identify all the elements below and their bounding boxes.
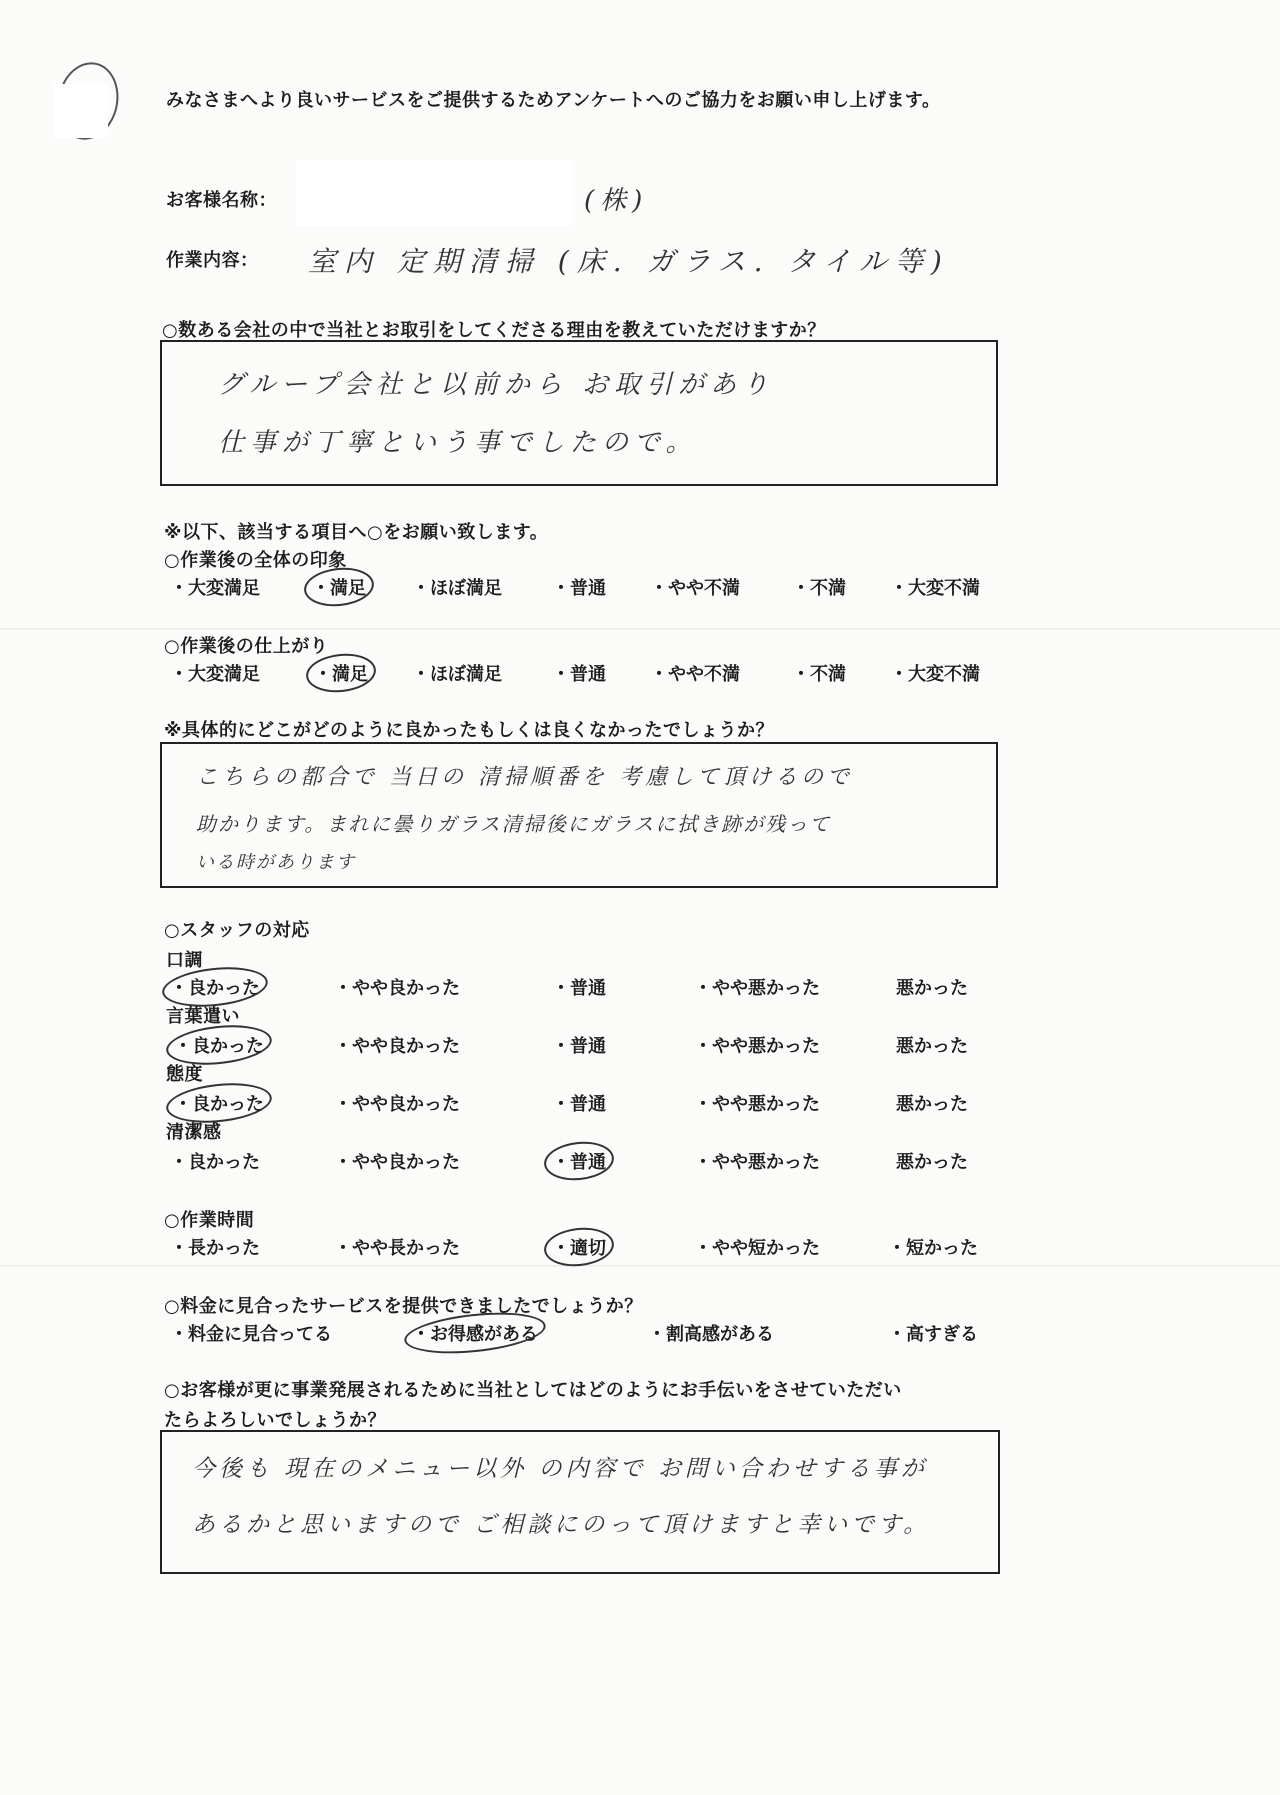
staff-option[interactable]: ・やや悪かった: [694, 1152, 820, 1173]
impression-option-selected[interactable]: ・満足: [312, 574, 366, 600]
paper-fold: [0, 1265, 1280, 1267]
staff-option[interactable]: 悪かった: [896, 1094, 968, 1115]
finish-option-selected[interactable]: ・満足: [314, 660, 368, 686]
time-option[interactable]: ・短かった: [888, 1238, 978, 1259]
price-label: ○料金に見合ったサービスを提供できましたでしょうか？: [164, 1296, 643, 1317]
staff-option-selected[interactable]: ・良かった: [174, 1032, 264, 1058]
paper-fold: [0, 628, 1280, 630]
finish-option[interactable]: ・大変不満: [890, 664, 980, 685]
work-label: 作業内容：: [166, 250, 259, 271]
staff-row-label: 清潔感: [166, 1122, 222, 1143]
intro-text: みなさまへより良いサービスをご提供するためアンケートへのご協力をお願い申し上げます。: [166, 90, 941, 111]
impression-label: ○作業後の全体の印象: [164, 550, 347, 571]
customer-name-redacted: [296, 160, 572, 226]
finish-label: ○作業後の仕上がり: [164, 636, 329, 657]
q3-question: ○お客様が更に事業発展されるために当社としてはどのようにお手伝いをさせていただい: [164, 1380, 902, 1401]
impression-option[interactable]: ・やや不満: [650, 578, 740, 599]
staff-option[interactable]: ・普通: [552, 978, 606, 999]
q3-answer-line: あるかと思いますので ご相談にのって頂けますと幸いです。: [192, 1512, 931, 1538]
price-option-selected[interactable]: ・お得感がある: [412, 1320, 538, 1346]
q3-answer-box: [160, 1430, 1000, 1574]
impression-option[interactable]: ・ほぼ満足: [412, 578, 502, 599]
price-option[interactable]: ・料金に見合ってる: [170, 1324, 332, 1345]
staff-option[interactable]: ・やや良かった: [334, 1152, 460, 1173]
q2-answer-line: こちらの都合で 当日の 清掃順番を 考慮して頂けるので: [196, 765, 853, 790]
time-option[interactable]: ・長かった: [170, 1238, 260, 1259]
staff-option[interactable]: ・やや悪かった: [694, 978, 820, 999]
staff-label: ○スタッフの対応: [164, 920, 310, 941]
time-label: ○作業時間: [164, 1210, 255, 1231]
finish-option[interactable]: ・ほぼ満足: [412, 664, 502, 685]
staff-option[interactable]: 悪かった: [896, 978, 968, 999]
q1-answer-line: グループ会社と以前から お取引があり: [218, 370, 775, 400]
customer-label: お客様名称：: [166, 190, 277, 211]
instruction-text: ※以下、該当する項目へ○をお願い致します。: [164, 522, 549, 543]
staff-option[interactable]: ・普通: [552, 1036, 606, 1057]
staff-option[interactable]: ・やや悪かった: [694, 1036, 820, 1057]
q1-answer-line: 仕事が丁寧という事でしたので。: [218, 428, 698, 458]
staff-option-selected[interactable]: ・良かった: [174, 1090, 264, 1116]
price-option[interactable]: ・割高感がある: [648, 1324, 774, 1345]
time-option[interactable]: ・やや長かった: [334, 1238, 460, 1259]
staff-option[interactable]: ・やや良かった: [334, 1036, 460, 1057]
q2-answer-line: いる時があります: [196, 852, 356, 873]
staff-option[interactable]: 悪かった: [896, 1152, 968, 1173]
q2-question: ※具体的にどこがどのように良かったもしくは良くなかったでしょうか？: [164, 720, 774, 741]
finish-option[interactable]: ・普通: [552, 664, 606, 685]
q2-answer-line: 助かります。まれに曇りガラス清掃後にガラスに拭き跡が残って: [196, 812, 832, 836]
finish-option[interactable]: ・不満: [792, 664, 846, 685]
time-option[interactable]: ・やや短かった: [694, 1238, 820, 1259]
q2-answer-box: [160, 742, 998, 888]
q1-answer-box: [160, 340, 998, 486]
redacted-area: [54, 84, 108, 138]
staff-option-selected[interactable]: ・良かった: [170, 974, 260, 1000]
staff-option[interactable]: ・やや良かった: [334, 978, 460, 999]
impression-option[interactable]: ・大変不満: [890, 578, 980, 599]
staff-row-label: 態度: [166, 1064, 203, 1085]
impression-option[interactable]: ・大変満足: [170, 578, 260, 599]
customer-suffix: (株): [584, 186, 649, 216]
staff-option[interactable]: ・やや良かった: [334, 1094, 460, 1115]
impression-option[interactable]: ・不満: [792, 578, 846, 599]
q1-question: ○数ある会社の中で当社とお取引をしてくださる理由を教えていただけますか？: [162, 320, 826, 341]
staff-option[interactable]: ・良かった: [170, 1152, 260, 1173]
q3-answer-line: 今後も 現在のメニュー以外 の内容で お問い合わせする事が: [192, 1456, 928, 1482]
impression-option[interactable]: ・普通: [552, 578, 606, 599]
finish-option[interactable]: ・大変満足: [170, 664, 260, 685]
staff-row-label: 言葉遣い: [166, 1006, 240, 1027]
finish-option[interactable]: ・やや不満: [650, 664, 740, 685]
staff-row-label: 口調: [166, 950, 203, 971]
staff-option[interactable]: ・やや悪かった: [694, 1094, 820, 1115]
staff-option[interactable]: ・普通: [552, 1094, 606, 1115]
work-value: 室内 定期清掃 (床. ガラス. タイル等): [308, 245, 950, 278]
time-option-selected[interactable]: ・適切: [552, 1234, 606, 1260]
staff-option-selected[interactable]: ・普通: [552, 1148, 606, 1174]
price-option[interactable]: ・高すぎる: [888, 1324, 978, 1345]
staff-option[interactable]: 悪かった: [896, 1036, 968, 1057]
q3-question: たらよろしいでしょうか？: [164, 1410, 386, 1431]
